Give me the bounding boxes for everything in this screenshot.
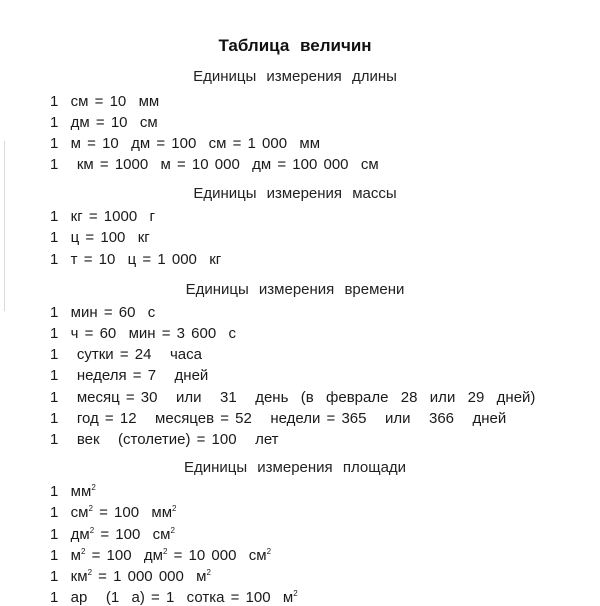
heading-area: Единицы измерения площади	[183, 459, 407, 476]
row-time-7: 1 век (столетие) = 100 лет	[50, 431, 279, 448]
row-mass-1: 1 кг = 1000 г	[50, 208, 155, 225]
heading-length: Единицы измерения длины	[193, 68, 397, 85]
row-area-4: 1 $м^2 = 100$ $дм^2 = 10$ 000 $см^2$	[50, 547, 272, 564]
heading-time: Единицы измерения времени	[185, 281, 405, 298]
row-time-3: 1 сутки = 24 часа	[50, 346, 202, 363]
row-mass-2: 1 ц = 100 кг	[50, 229, 150, 246]
row-length-3: 1 м = 10 дм = 100 см = 1 000 мм	[50, 135, 321, 152]
page-title: Таблица величин	[218, 36, 372, 55]
row-area-1: 1 $мм^2$	[50, 483, 96, 500]
row-time-4: 1 неделя = 7 дней	[50, 367, 209, 384]
row-length-1: 1 см = 10 мм	[50, 93, 160, 110]
row-area-6: 1 ар (1 а) = 1 сотка = 100 $м^2$	[50, 589, 298, 606]
row-area-5: 1 $км^2 = 1$ 000 000 $м^2$	[50, 568, 211, 585]
row-area-2: 1 $см^2 = 100$ $мм^2$	[50, 504, 177, 521]
row-time-1: 1 мин = 60 с	[50, 304, 156, 321]
row-time-5: 1 месяц = 30 или 31 день (в феврале 28 или 29 дней)	[50, 389, 536, 406]
row-time-6: 1 год = 12 месяцев = 52 недели = 365 или 366 дней	[50, 410, 507, 427]
heading-mass: Единицы измерения массы	[193, 185, 397, 202]
row-length-2: 1 дм = 10 см	[50, 114, 158, 131]
row-area-3: 1 $дм^2 = 100$ $см^2$	[50, 526, 175, 543]
row-time-2: 1 ч = 60 мин = 3 600 с	[50, 325, 237, 342]
row-mass-3: 1 т = 10 ц = 1 000 кг	[50, 251, 222, 268]
row-length-4: 1 км = 1000 м = 10 000 дм = 100 000 см	[50, 156, 379, 173]
